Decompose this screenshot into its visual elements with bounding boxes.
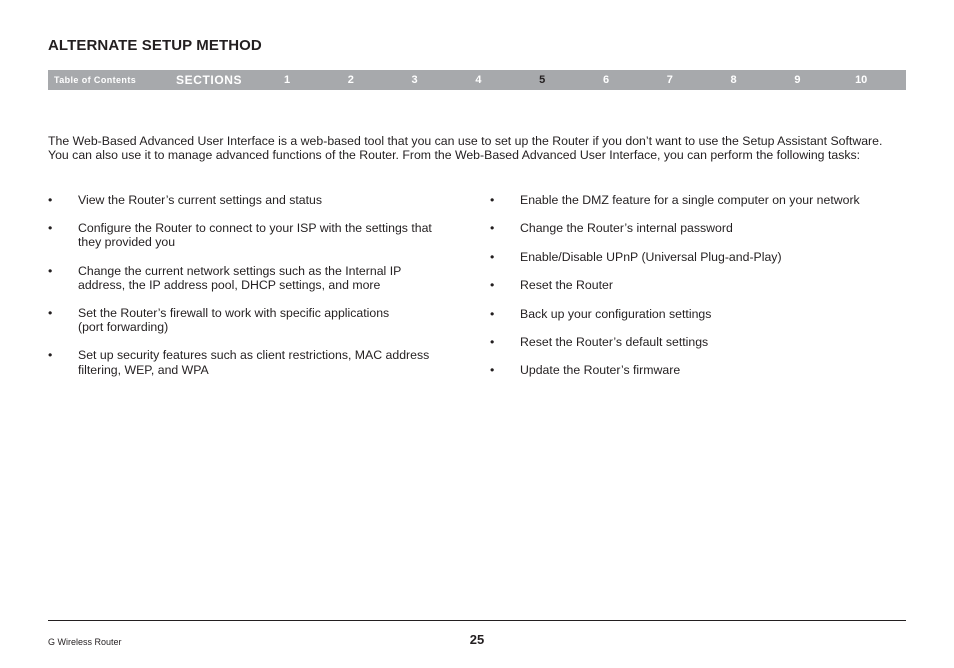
- bullet-icon: •: [48, 348, 53, 363]
- bullet-icon: •: [490, 193, 495, 207]
- task-item-text: Set up security features such as client restrictions, MAC address: [78, 348, 430, 363]
- bullet-icon: •: [490, 363, 495, 378]
- task-item-text: Update the Router’s firmware: [520, 363, 681, 378]
- bullet-icon: •: [48, 306, 53, 321]
- task-item-text: filtering, WEP, and WPA: [78, 362, 209, 377]
- task-item: [48, 193, 468, 207]
- task-item-text: Configure the Router to connect to your ISP with the settings that: [78, 221, 432, 236]
- section-link-2[interactable]: 2: [347, 74, 354, 86]
- task-item: [490, 278, 906, 292]
- section-link-7[interactable]: 7: [666, 74, 673, 86]
- task-item-text: Set the Router’s firewall to work with specific applications: [78, 306, 390, 321]
- bullet-icon: •: [490, 221, 495, 236]
- task-item-text: Back up your configuration settings: [520, 306, 712, 321]
- task-item: [48, 264, 468, 292]
- task-item-text: View the Router’s current settings and status: [78, 193, 323, 207]
- task-item: [490, 193, 906, 207]
- task-item: [490, 250, 906, 264]
- task-item-text: Reset the Router: [520, 278, 613, 293]
- task-item: [490, 307, 906, 321]
- footer-divider: [48, 620, 906, 621]
- bullet-icon: •: [490, 278, 495, 293]
- bullet-icon: •: [48, 221, 53, 236]
- task-item-text: they provided you: [78, 235, 176, 250]
- bullet-icon: •: [490, 306, 495, 321]
- section-link-9[interactable]: 9: [794, 74, 801, 86]
- task-item: [490, 363, 906, 377]
- task-item-text: (port forwarding): [78, 320, 169, 335]
- section-link-3[interactable]: 3: [411, 74, 418, 86]
- task-list-left: [48, 193, 468, 377]
- page-number: 25: [469, 632, 485, 647]
- page-title: ALTERNATE SETUP METHOD: [48, 37, 262, 54]
- footer-product-name: G Wireless Router: [48, 637, 122, 647]
- bullet-icon: •: [48, 193, 53, 207]
- intro-paragraph: The Web-Based Advanced User Interface is a web-based tool that you can use to set up the Router if you don’t want to use the Setup Assistant Software. You can also use it to manage advanced functions of the Router. From the Web-Based Advanced User Interface, you can perform the following tasks:: [48, 134, 883, 163]
- task-item-text: Reset the Router’s default settings: [520, 334, 709, 349]
- section-link-5[interactable]: 5: [539, 74, 546, 86]
- task-list-right: [490, 193, 906, 378]
- table-of-contents-link[interactable]: Table of Contents: [54, 75, 137, 85]
- sections-label: SECTIONS: [176, 73, 243, 87]
- task-item: [490, 221, 906, 235]
- task-item: [48, 348, 468, 376]
- section-link-8[interactable]: 8: [730, 74, 737, 86]
- bullet-icon: •: [490, 249, 495, 264]
- task-item-text: address, the IP address pool, DHCP settings, and more: [78, 277, 381, 292]
- task-item-text: Enable/Disable UPnP (Universal Plug-and-Play): [520, 249, 782, 264]
- bullet-icon: •: [48, 263, 53, 278]
- task-item-text: Change the Router’s internal password: [520, 221, 733, 236]
- task-item: [48, 221, 468, 249]
- bullet-icon: •: [490, 334, 495, 349]
- section-link-4[interactable]: 4: [475, 74, 482, 86]
- task-item-text: Enable the DMZ feature for a single computer on your network: [520, 193, 860, 207]
- section-nav-bar: [48, 70, 906, 90]
- section-link-6[interactable]: 6: [602, 74, 610, 86]
- task-item-text: Change the current network settings such as the Internal IP: [78, 263, 402, 278]
- task-item: [48, 306, 468, 334]
- task-item: [490, 335, 906, 349]
- section-link-10[interactable]: 10: [855, 74, 868, 86]
- section-link-1[interactable]: 1: [283, 74, 291, 86]
